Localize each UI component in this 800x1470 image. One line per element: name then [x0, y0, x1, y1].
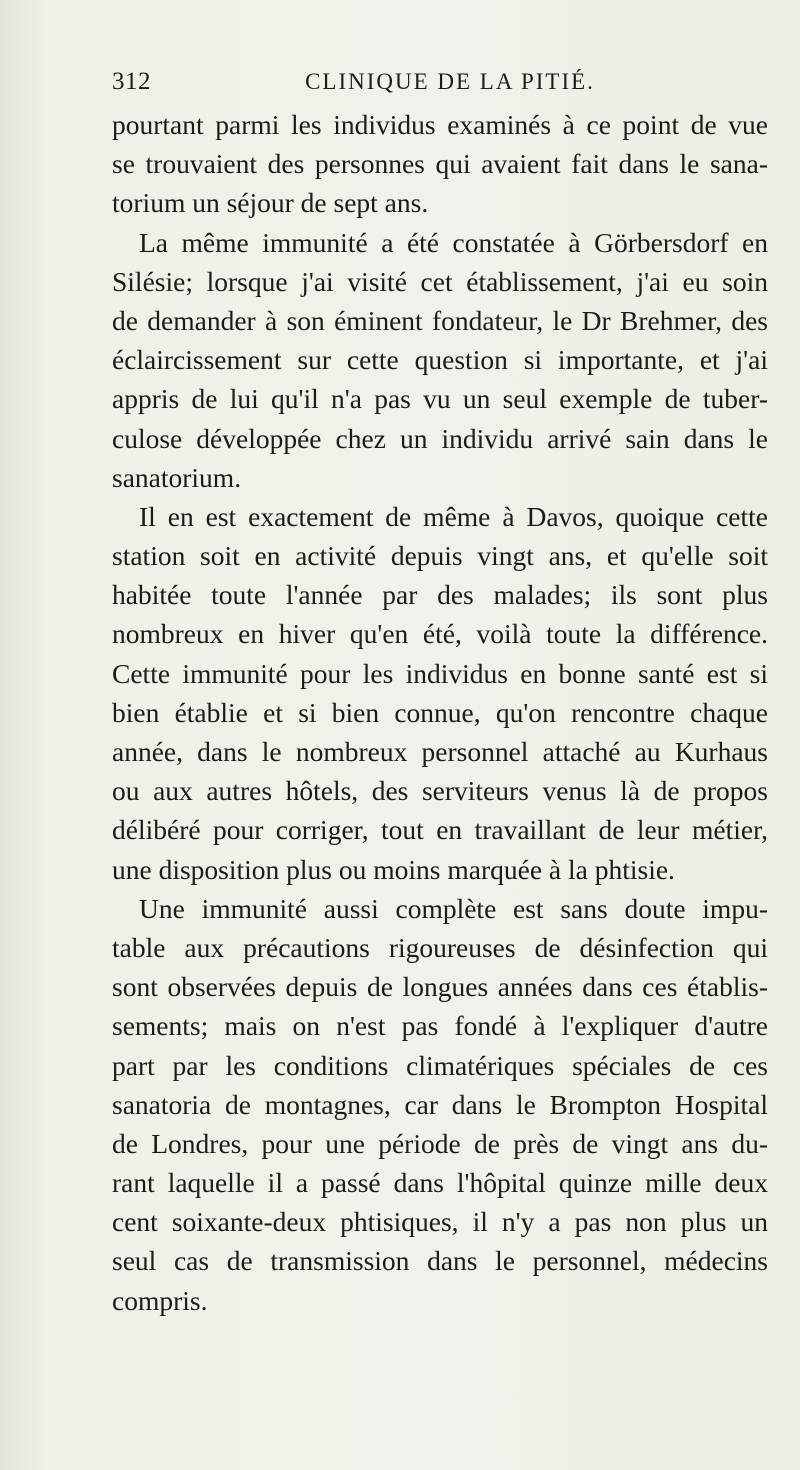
text-line: éclaircissement sur cette question si importante, et j'ai: [112, 344, 768, 376]
text-line: Il en est exactement de même à Davos, quoique cette: [139, 500, 768, 532]
running-title: CLINIQUE DE LA PITIÉ.: [305, 69, 595, 94]
text-line: torium un séjour de sept ans.: [112, 187, 429, 219]
text-line: appris de lui qu'il n'a pas vu un seul exemple de tuber-: [112, 383, 768, 415]
text-line: ou aux autres hôtels, des serviteurs venus là de propos: [112, 775, 768, 807]
text-line: table aux précautions rigoureuses de désinfection qui: [112, 931, 768, 963]
text-line: seul cas de transmission dans le personnel, médecins: [112, 1245, 768, 1277]
text-line: se trouvaient des personnes qui avaient fait dans le sana-: [112, 148, 768, 180]
text-line: culose développée chez un individu arrivé sain dans le: [112, 422, 768, 454]
text-line: La même immunité a été constatée à Görbersdorf en: [139, 226, 768, 258]
text-line: de Londres, pour une période de près de vingt ans du-: [112, 1127, 768, 1159]
text-line: une disposition plus ou moins marquée à la phtisie.: [112, 853, 675, 885]
text-line: rant laquelle il a passé dans l'hôpital quinze mille deux: [112, 1167, 768, 1199]
text-line: sont observées depuis de longues années dans ces établis-: [112, 971, 768, 1003]
text-line: Une immunité aussi complète est sans doute impu-: [139, 892, 768, 924]
text-line: bien établie et si bien connue, qu'on rencontre chaque: [112, 696, 768, 728]
text-line: de demander à son éminent fondateur, le Dr Brehmer, des: [112, 304, 768, 336]
page-number: 312: [112, 68, 151, 95]
text-line: nombreux en hiver qu'en été, voilà toute la différence.: [112, 618, 768, 650]
text-line: sements; mais on n'est pas fondé à l'expliquer d'autre: [112, 1010, 768, 1042]
body-text: [112, 105, 768, 1320]
text-line: station soit en activité depuis vingt ans, et qu'elle soit: [112, 540, 768, 572]
text-line: cent soixante-deux phtisiques, il n'y a pas non plus un: [112, 1206, 768, 1238]
text-line: habitée toute l'année par des malades; ils sont plus: [112, 579, 768, 611]
text-line: Silésie; lorsque j'ai visité cet établissement, j'ai eu soin: [112, 265, 768, 297]
text-line: sanatoria de montagnes, car dans le Brompton Hospital: [112, 1088, 768, 1120]
text-line: pourtant parmi les individus examinés à ce point de vue: [112, 109, 768, 140]
text-line: compris.: [112, 1284, 208, 1316]
text-line: délibéré pour corriger, tout en travaillant de leur métier,: [112, 814, 768, 846]
text-line: sanatorium.: [112, 461, 242, 493]
running-head: [112, 62, 768, 102]
text-line: part par les conditions climatériques spéciales de ces: [112, 1049, 768, 1081]
text-line: année, dans le nombreux personnel attaché au Kurhaus: [112, 736, 768, 767]
text-line: Cette immunité pour les individus en bonne santé est si: [112, 657, 768, 689]
